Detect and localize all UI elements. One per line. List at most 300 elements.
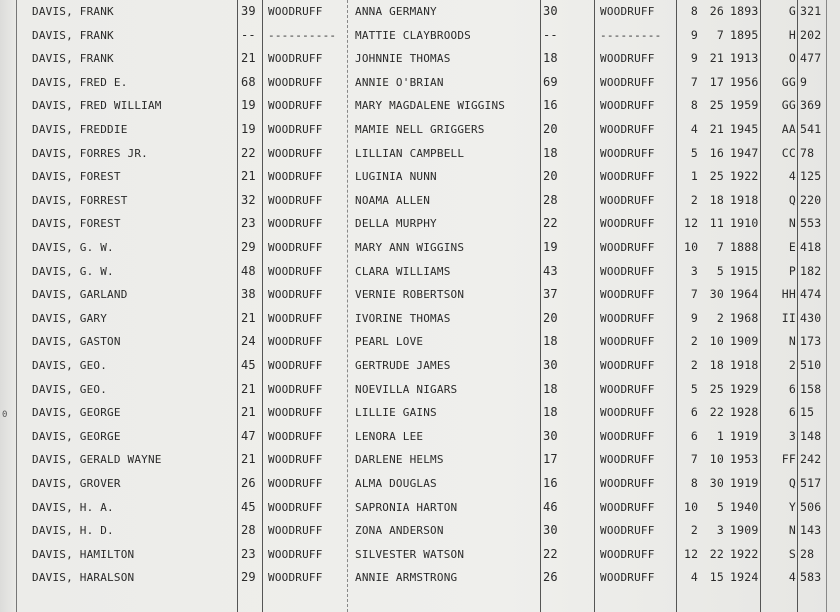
- groom-name: DAVIS, GROVER: [32, 477, 121, 490]
- marriage-month: 4: [690, 570, 698, 585]
- marriage-month: 7: [690, 452, 698, 467]
- marriage-year: 1909: [730, 523, 759, 538]
- record-book: N: [788, 523, 796, 538]
- groom-age: 39: [241, 4, 256, 18]
- bride-residence: WOODRUFF: [600, 335, 655, 349]
- record-page: 321: [800, 4, 822, 18]
- record-row: [0, 378, 840, 402]
- bride-name: LILLIAN CAMPBELL: [355, 146, 465, 160]
- marriage-year: 1922: [730, 546, 759, 561]
- record-book: 3: [788, 428, 796, 443]
- bride-age: 30: [543, 358, 558, 372]
- marriage-year: 1947: [730, 145, 759, 160]
- marriage-month: 12: [684, 546, 699, 561]
- marriage-year: 1953: [730, 452, 759, 467]
- record-book: O: [788, 51, 796, 66]
- groom-name: DAVIS, H. D.: [32, 524, 114, 538]
- record-row: [0, 448, 840, 472]
- bride-name: CLARA WILLIAMS: [355, 264, 451, 278]
- marriage-month: 5: [690, 381, 698, 396]
- bride-name: PEARL LOVE: [355, 335, 424, 349]
- groom-age: 22: [241, 145, 256, 160]
- record-row: [0, 71, 840, 95]
- marriage-month: 7: [690, 74, 698, 89]
- marriage-day: 16: [709, 145, 724, 160]
- groom-age: 23: [241, 216, 256, 231]
- groom-residence: WOODRUFF: [268, 382, 323, 396]
- groom-name: DAVIS, FORRES JR.: [32, 146, 148, 160]
- bride-name: DARLENE HELMS: [355, 453, 444, 467]
- groom-residence: WOODRUFF: [268, 500, 323, 514]
- bride-age: 17: [543, 452, 558, 467]
- groom-name: DAVIS, G. W.: [32, 241, 114, 254]
- record-row: [0, 566, 840, 590]
- record-row: [0, 165, 840, 189]
- groom-name: DAVIS, GEORGE: [32, 406, 121, 420]
- bride-age: 46: [543, 499, 558, 514]
- groom-age: 32: [241, 192, 256, 207]
- bride-age: 18: [543, 405, 558, 420]
- record-page: 517: [800, 476, 822, 490]
- groom-age: 38: [241, 287, 256, 302]
- bride-residence: WOODRUFF: [600, 359, 655, 372]
- record-page: 158: [800, 381, 822, 396]
- marriage-month: 8: [690, 4, 698, 18]
- groom-residence: WOODRUFF: [268, 193, 323, 207]
- record-row: [0, 236, 840, 260]
- groom-age: 24: [241, 334, 256, 349]
- groom-age: 28: [241, 523, 256, 538]
- groom-residence: WOODRUFF: [268, 311, 323, 325]
- record-book: E: [788, 240, 796, 254]
- groom-residence: WOODRUFF: [268, 99, 323, 113]
- record-book: FF: [781, 452, 796, 467]
- marriage-year: 1918: [730, 192, 759, 207]
- record-page: 242: [800, 452, 822, 467]
- marriage-year: 1888: [730, 240, 759, 254]
- groom-age: 68: [241, 74, 256, 89]
- marriage-year: 1910: [730, 216, 759, 231]
- groom-residence: WOODRUFF: [268, 406, 323, 420]
- groom-name: DAVIS, FOREST: [32, 217, 121, 231]
- groom-name: DAVIS, FRANK: [32, 52, 114, 66]
- bride-name: ANNA GERMANY: [355, 5, 437, 18]
- marriage-month: 6: [690, 405, 698, 420]
- groom-residence: WOODRUFF: [268, 547, 323, 561]
- record-page: 506: [800, 499, 822, 514]
- groom-name: DAVIS, GARLAND: [32, 288, 128, 302]
- bride-age: 26: [543, 570, 558, 585]
- record-page: 510: [800, 358, 822, 372]
- record-page: 220: [800, 192, 822, 207]
- groom-name: DAVIS, FRANK: [32, 5, 114, 18]
- record-page: 430: [800, 310, 822, 325]
- record-book: 6: [788, 405, 796, 420]
- bride-name: ANNIE O'BRIAN: [355, 75, 444, 89]
- marriage-day: 7: [716, 240, 724, 254]
- bride-residence: WOODRUFF: [600, 99, 655, 113]
- bride-name: MARY ANN WIGGINS: [355, 241, 465, 254]
- marriage-day: 30: [709, 476, 724, 490]
- bride-age: 22: [543, 216, 558, 231]
- marriage-day: 21: [709, 122, 724, 136]
- bride-age: 18: [543, 381, 558, 396]
- record-row: [0, 425, 840, 449]
- groom-residence: WOODRUFF: [268, 429, 323, 443]
- marriage-year: 1929: [730, 381, 759, 396]
- record-book: CC: [781, 145, 796, 160]
- marriage-year: 1959: [730, 98, 759, 113]
- marriage-month: 9: [690, 27, 698, 42]
- record-book: GG: [781, 98, 796, 113]
- record-row: [0, 94, 840, 118]
- groom-residence: WOODRUFF: [268, 241, 323, 254]
- marriage-year: 1919: [730, 476, 759, 490]
- bride-name: NOEVILLA NIGARS: [355, 382, 458, 396]
- record-row: [0, 307, 840, 331]
- groom-age: 23: [241, 546, 256, 561]
- groom-name: DAVIS, FOREST: [32, 170, 121, 184]
- marriage-year: 1940: [730, 499, 759, 514]
- marriage-year: 1964: [730, 287, 759, 302]
- bride-name: SAPRONIA HARTON: [355, 500, 458, 514]
- bride-residence: WOODRUFF: [600, 75, 655, 89]
- bride-age: 37: [543, 287, 558, 302]
- groom-age: 21: [241, 310, 256, 325]
- bride-age: 18: [543, 145, 558, 160]
- groom-name: DAVIS, FREDDIE: [32, 123, 128, 136]
- record-row: [0, 401, 840, 425]
- record-row: [0, 283, 840, 307]
- marriage-year: 1956: [730, 74, 759, 89]
- groom-name: DAVIS, GERALD WAYNE: [32, 453, 162, 467]
- marriage-day: 22: [709, 405, 724, 420]
- groom-name: DAVIS, GARY: [32, 311, 108, 325]
- bride-name: ALMA DOUGLAS: [355, 477, 437, 490]
- groom-residence: WOODRUFF: [268, 5, 323, 18]
- bride-name: MARY MAGDALENE WIGGINS: [355, 99, 506, 113]
- groom-name: DAVIS, HAMILTON: [32, 547, 135, 561]
- bride-residence: ---------: [600, 28, 662, 42]
- record-book: H: [788, 27, 796, 42]
- bride-name: JOHNNIE THOMAS: [355, 52, 451, 66]
- groom-residence: WOODRUFF: [268, 524, 323, 538]
- marriage-month: 12: [684, 216, 699, 231]
- record-book: G: [788, 4, 796, 18]
- bride-residence: WOODRUFF: [600, 453, 655, 467]
- bride-age: 19: [543, 240, 558, 254]
- groom-age: 21: [241, 51, 256, 66]
- groom-name: DAVIS, GEORGE: [32, 429, 121, 443]
- groom-residence: WOODRUFF: [268, 170, 323, 184]
- record-book: 4: [788, 570, 796, 585]
- groom-residence: WOODRUFF: [268, 52, 323, 66]
- groom-age: 21: [241, 452, 256, 467]
- bride-age: 16: [543, 98, 558, 113]
- bride-age: 30: [543, 4, 558, 18]
- marriage-year: 1895: [730, 27, 759, 42]
- bride-residence: WOODRUFF: [600, 500, 655, 514]
- bride-residence: WOODRUFF: [600, 217, 655, 231]
- marriage-day: 25: [709, 98, 724, 113]
- bride-name: LILLIE GAINS: [355, 406, 437, 420]
- marriage-year: 1945: [730, 122, 759, 136]
- marriage-year: 1968: [730, 310, 759, 325]
- marriage-month: 2: [690, 358, 698, 372]
- bride-residence: WOODRUFF: [600, 571, 655, 585]
- bride-name: VERNIE ROBERTSON: [355, 288, 465, 302]
- bride-residence: WOODRUFF: [600, 477, 655, 490]
- marriage-day: 3: [716, 523, 724, 538]
- marriage-day: 22: [709, 546, 724, 561]
- bride-name: SILVESTER WATSON: [355, 547, 465, 561]
- record-page: 78: [800, 145, 815, 160]
- marriage-month: 6: [690, 428, 698, 443]
- groom-age: 29: [241, 570, 256, 585]
- marriage-year: 1893: [730, 4, 759, 18]
- groom-residence: WOODRUFF: [268, 146, 323, 160]
- bride-name: DELLA MURPHY: [355, 217, 437, 231]
- marriage-year: 1924: [730, 570, 759, 585]
- groom-name: DAVIS, FRED WILLIAM: [32, 99, 162, 113]
- marriage-day: 5: [716, 263, 724, 278]
- bride-residence: WOODRUFF: [600, 146, 655, 160]
- record-row: [0, 142, 840, 166]
- groom-name: DAVIS, HARALSON: [32, 571, 135, 585]
- record-page: 202: [800, 27, 822, 42]
- record-book: 4: [788, 169, 796, 184]
- groom-age: 19: [241, 122, 256, 136]
- record-page: 15: [800, 405, 815, 420]
- record-page: 418: [800, 240, 822, 254]
- marriage-month: 8: [690, 98, 698, 113]
- groom-age: 47: [241, 428, 256, 443]
- record-row: [0, 330, 840, 354]
- record-page: 541: [800, 122, 822, 136]
- record-book: HH: [781, 287, 796, 302]
- bride-age: 22: [543, 546, 558, 561]
- groom-residence: ----------: [268, 28, 337, 42]
- marriage-day: 21: [709, 51, 724, 66]
- groom-residence: WOODRUFF: [268, 335, 323, 349]
- record-page: 369: [800, 98, 822, 113]
- bride-name: ZONA ANDERSON: [355, 524, 444, 538]
- marriage-day: 18: [709, 192, 724, 207]
- bride-age: 20: [543, 122, 558, 136]
- bride-residence: WOODRUFF: [600, 406, 655, 420]
- bride-name: LENORA LEE: [355, 429, 424, 443]
- record-row: [0, 189, 840, 213]
- marriage-month: 10: [684, 499, 699, 514]
- bride-residence: WOODRUFF: [600, 123, 655, 136]
- marriage-day: 15: [709, 570, 724, 585]
- bride-name: ANNIE ARMSTRONG: [355, 571, 458, 585]
- marriage-month: 3: [690, 263, 698, 278]
- groom-age: 45: [241, 499, 256, 514]
- marriage-year: 1922: [730, 169, 759, 184]
- record-book: 2: [788, 358, 796, 372]
- marriage-month: 2: [690, 192, 698, 207]
- groom-age: 45: [241, 358, 256, 372]
- groom-age: --: [241, 27, 256, 42]
- bride-residence: WOODRUFF: [600, 170, 655, 184]
- bride-name: MATTIE CLAYBROODS: [355, 28, 471, 42]
- marriage-month: 9: [690, 51, 698, 66]
- bride-residence: WOODRUFF: [600, 382, 655, 396]
- groom-age: 48: [241, 263, 256, 278]
- marriage-month: 10: [684, 240, 699, 254]
- record-page: 9: [800, 74, 808, 89]
- bride-name: IVORINE THOMAS: [355, 311, 451, 325]
- groom-residence: WOODRUFF: [268, 288, 323, 302]
- groom-name: DAVIS, G. W.: [32, 264, 114, 278]
- record-page: 173: [800, 334, 822, 349]
- marriage-month: 7: [690, 287, 698, 302]
- marriage-day: 5: [716, 499, 724, 514]
- groom-age: 21: [241, 405, 256, 420]
- record-book: AA: [781, 122, 796, 136]
- record-page: 182: [800, 263, 822, 278]
- groom-residence: WOODRUFF: [268, 123, 323, 136]
- bride-residence: WOODRUFF: [600, 311, 655, 325]
- groom-age: 21: [241, 381, 256, 396]
- bride-residence: WOODRUFF: [600, 547, 655, 561]
- marriage-day: 1: [716, 428, 724, 443]
- marriage-month: 2: [690, 334, 698, 349]
- bride-name: LUGINIA NUNN: [355, 170, 437, 184]
- record-book: GG: [781, 74, 796, 89]
- marriage-month: 1: [690, 169, 698, 184]
- bride-name: NOAMA ALLEN: [355, 193, 431, 207]
- bride-age: 28: [543, 192, 558, 207]
- record-row: [0, 24, 840, 48]
- bride-residence: WOODRUFF: [600, 288, 655, 302]
- groom-name: DAVIS, FRED E.: [32, 75, 128, 89]
- groom-name: DAVIS, FORREST: [32, 193, 128, 207]
- marriage-day: 26: [709, 4, 724, 18]
- bride-age: 16: [543, 476, 558, 490]
- marriage-month: 5: [690, 145, 698, 160]
- bride-residence: WOODRUFF: [600, 241, 655, 254]
- record-page: 553: [800, 216, 822, 231]
- groom-age: 21: [241, 169, 256, 184]
- bride-name: GERTRUDE JAMES: [355, 359, 451, 372]
- record-book: Q: [788, 476, 796, 490]
- bride-age: 30: [543, 523, 558, 538]
- record-book: Y: [788, 499, 796, 514]
- bride-residence: WOODRUFF: [600, 429, 655, 443]
- marriage-month: 8: [690, 476, 698, 490]
- record-book: S: [788, 546, 796, 561]
- record-page: 125: [800, 169, 822, 184]
- record-page: 28: [800, 546, 815, 561]
- margin-mark: 0: [2, 410, 8, 420]
- bride-age: --: [543, 27, 558, 42]
- bride-age: 30: [543, 428, 558, 443]
- groom-name: DAVIS, FRANK: [32, 28, 114, 42]
- marriage-month: 9: [690, 310, 698, 325]
- marriage-year: 1919: [730, 428, 759, 443]
- record-row: [0, 0, 840, 24]
- groom-age: 19: [241, 98, 256, 113]
- record-page: 477: [800, 51, 822, 66]
- bride-age: 20: [543, 310, 558, 325]
- record-book: Q: [788, 192, 796, 207]
- record-row: [0, 47, 840, 71]
- marriage-day: 10: [709, 452, 724, 467]
- record-row: [0, 472, 840, 496]
- record-book: P: [788, 263, 796, 278]
- bride-age: 20: [543, 169, 558, 184]
- record-page: 143: [800, 523, 822, 538]
- record-row: [0, 543, 840, 567]
- groom-residence: WOODRUFF: [268, 477, 323, 490]
- groom-residence: WOODRUFF: [268, 264, 323, 278]
- bride-age: 43: [543, 263, 558, 278]
- marriage-day: 10: [709, 334, 724, 349]
- record-book: 6: [788, 381, 796, 396]
- groom-name: DAVIS, GEO.: [32, 359, 108, 372]
- record-page: 474: [800, 287, 822, 302]
- record-book: N: [788, 334, 796, 349]
- groom-residence: WOODRUFF: [268, 359, 323, 372]
- record-row: [0, 118, 840, 142]
- bride-residence: WOODRUFF: [600, 264, 655, 278]
- record-row: [0, 496, 840, 520]
- groom-residence: WOODRUFF: [268, 571, 323, 585]
- bride-residence: WOODRUFF: [600, 52, 655, 66]
- groom-name: DAVIS, GEO.: [32, 382, 108, 396]
- groom-residence: WOODRUFF: [268, 453, 323, 467]
- groom-name: DAVIS, GASTON: [32, 335, 121, 349]
- marriage-month: 2: [690, 523, 698, 538]
- marriage-day: 25: [709, 169, 724, 184]
- groom-residence: WOODRUFF: [268, 217, 323, 231]
- record-row: [0, 212, 840, 236]
- bride-age: 69: [543, 74, 558, 89]
- marriage-year: 1918: [730, 358, 759, 372]
- marriage-year: 1909: [730, 334, 759, 349]
- bride-residence: WOODRUFF: [600, 5, 655, 18]
- marriage-day: 17: [709, 74, 724, 89]
- marriage-day: 25: [709, 381, 724, 396]
- bride-residence: WOODRUFF: [600, 524, 655, 538]
- record-page: 583: [800, 570, 822, 585]
- bride-name: MAMIE NELL GRIGGERS: [355, 123, 485, 136]
- marriage-month: 4: [690, 122, 698, 136]
- marriage-day: 30: [709, 287, 724, 302]
- marriage-day: 2: [716, 310, 724, 325]
- record-book: N: [788, 216, 796, 231]
- record-row: [0, 519, 840, 543]
- record-row: [0, 354, 840, 378]
- marriage-day: 18: [709, 358, 724, 372]
- record-book: II: [781, 310, 796, 325]
- bride-age: 18: [543, 51, 558, 66]
- groom-age: 26: [241, 476, 256, 490]
- marriage-year: 1915: [730, 263, 759, 278]
- record-row: [0, 260, 840, 284]
- marriage-day: 11: [709, 216, 724, 231]
- groom-residence: WOODRUFF: [268, 75, 323, 89]
- marriage-year: 1928: [730, 405, 759, 420]
- groom-name: DAVIS, H. A.: [32, 500, 114, 514]
- groom-age: 29: [241, 240, 256, 254]
- marriage-day: 7: [716, 27, 724, 42]
- bride-residence: WOODRUFF: [600, 193, 655, 207]
- marriage-year: 1913: [730, 51, 759, 66]
- bride-age: 18: [543, 334, 558, 349]
